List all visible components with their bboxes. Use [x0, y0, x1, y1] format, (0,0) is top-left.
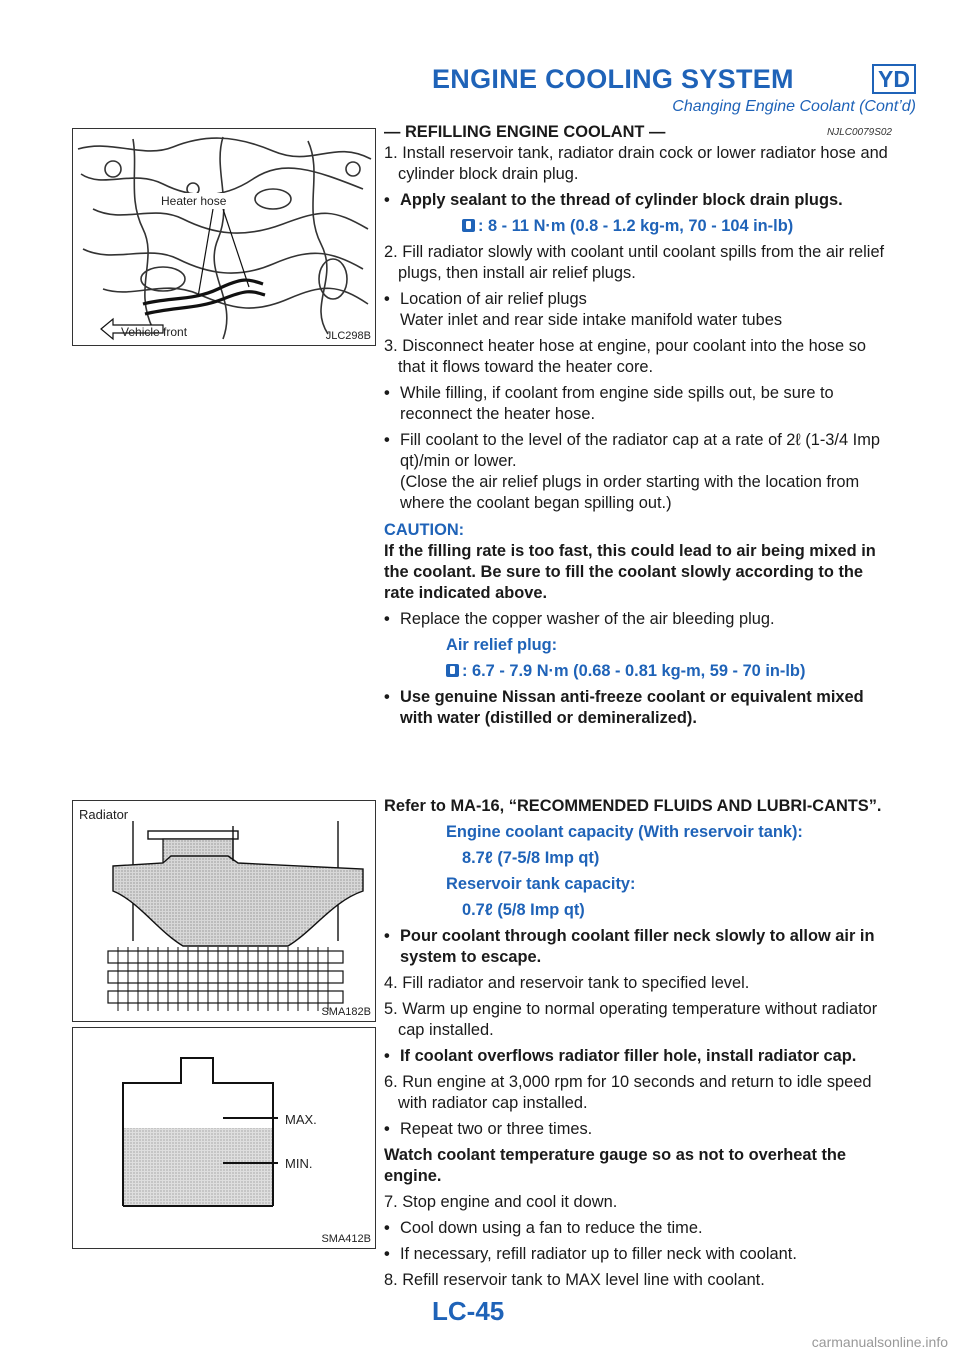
section-heading	[384, 122, 892, 143]
bullet-item: • Repeat two or three times.	[384, 1120, 593, 1138]
bullet-item: • Pour coolant through coolant filler neck slowly to allow air in system to escape.	[384, 927, 875, 966]
capacity-label: Engine coolant capacity (With reservoir tank):	[446, 823, 803, 841]
refilling-section	[384, 122, 892, 734]
step-8: 8. Refill reservoir tank to MAX level line with coolant.	[384, 1271, 765, 1289]
step-4: 4. Fill radiator and reservoir tank to specified level.	[384, 974, 750, 992]
radiator-label: Radiator	[79, 807, 129, 822]
engine-bay-illustration	[73, 129, 375, 345]
step-6: 6. Run engine at 3,000 rpm for 10 seconds and return to idle speed with radiator cap installed.	[384, 1073, 872, 1112]
page-subtitle: Changing Engine Coolant (Cont’d)	[672, 98, 916, 115]
torque-spec: : 6.7 - 7.9 N·m (0.68 - 0.81 kg-m, 59 - 70 in-lb)	[384, 661, 892, 682]
bullet-item: • Replace the copper washer of the air bleeding plug.	[384, 610, 775, 628]
caution-title: CAUTION:	[384, 521, 465, 539]
reference-note: Refer to MA-16, “RECOMMENDED FLUIDS AND LUBRI-CANTS”.	[384, 797, 882, 815]
torque-spec: : 8 - 11 N·m (0.8 - 1.2 kg-m, 70 - 104 in-lb)	[384, 216, 892, 237]
page-number: LC-45	[432, 1296, 505, 1326]
step-2: 2. Fill radiator slowly with coolant until coolant spills from the air relief plugs, then install air relief plugs.	[384, 243, 885, 282]
torque-wrench-icon	[462, 219, 475, 232]
reservoir-tank-illustration	[73, 1028, 375, 1248]
min-level-label: MIN.	[285, 1156, 313, 1171]
radiator-illustration	[73, 801, 375, 1021]
warning-note: Watch coolant temperature gauge so as not to overheat the engine.	[384, 1146, 847, 1185]
bullet-item: • Location of air relief plugs Water inlet and rear side intake manifold water tubes	[384, 290, 783, 329]
step-3: 3. Disconnect heater hose at engine, pour coolant into the hose so that it flows toward the heater core.	[384, 337, 867, 376]
capacity-value: 8.7ℓ (7-5/8 Imp qt)	[462, 849, 600, 867]
torque-wrench-icon	[446, 664, 459, 677]
watermark: carmanualsonline.info	[811, 1334, 948, 1350]
bullet-item: • Cool down using a fan to reduce the time.	[384, 1219, 703, 1237]
section-code: NJLC0079S02	[826, 127, 892, 138]
spec-label: Air relief plug:	[446, 636, 558, 654]
radiator-figure	[72, 800, 376, 1022]
bullet-item: • Use genuine Nissan anti-freeze coolant or equivalent mixed with water (distilled or demineralized).	[384, 688, 864, 727]
capacity-value: 0.7ℓ (5/8 Imp qt)	[462, 901, 585, 919]
bullet-item: • If coolant overflows radiator filler hole, install radiator cap.	[384, 1047, 857, 1065]
figure-code: JLC298B	[325, 330, 371, 342]
step-5: 5. Warm up engine to normal operating temperature without radiator cap installed.	[384, 1000, 878, 1039]
reservoir-tank-figure	[72, 1027, 376, 1249]
figure-code: SMA182B	[321, 1006, 371, 1018]
bullet-item: • While filling, if coolant from engine side spills out, be sure to reconnect the heater hose.	[384, 384, 834, 423]
capacity-label: Reservoir tank capacity:	[446, 875, 636, 893]
step-7: 7. Stop engine and cool it down.	[384, 1193, 618, 1211]
bullet-item: • Apply sealant to the thread of cylinder block drain plugs.	[384, 191, 843, 209]
engine-badge: YD	[872, 64, 916, 94]
bullet-item: • Fill coolant to the level of the radiator cap at a rate of 2ℓ (1-3/4 Imp qt)/min or lower. (Close the air relief plugs in order starting with the location from where the coolant began spilling out.)	[384, 431, 880, 512]
coolant-fill-section	[384, 796, 892, 1296]
vehicle-front-label: Vehicle front	[121, 325, 188, 339]
page-section-title: ENGINE COOLING SYSTEM	[432, 64, 794, 94]
bullet-item: • If necessary, refill radiator up to filler neck with coolant.	[384, 1245, 797, 1263]
section-heading-text: — REFILLING ENGINE COOLANT —	[384, 123, 666, 141]
step-1: 1. Install reservoir tank, radiator drain cock or lower radiator hose and cylinder block drain plug.	[384, 144, 888, 183]
caution-text: If the filling rate is too fast, this could lead to air being mixed in the coolant. Be sure to fill the coolant slowly according to the rate indicated above.	[384, 542, 876, 602]
max-level-label: MAX.	[285, 1112, 317, 1127]
figure-code: SMA412B	[321, 1233, 371, 1245]
engine-bay-figure	[72, 128, 376, 346]
heater-hose-label: Heater hose	[161, 194, 227, 208]
